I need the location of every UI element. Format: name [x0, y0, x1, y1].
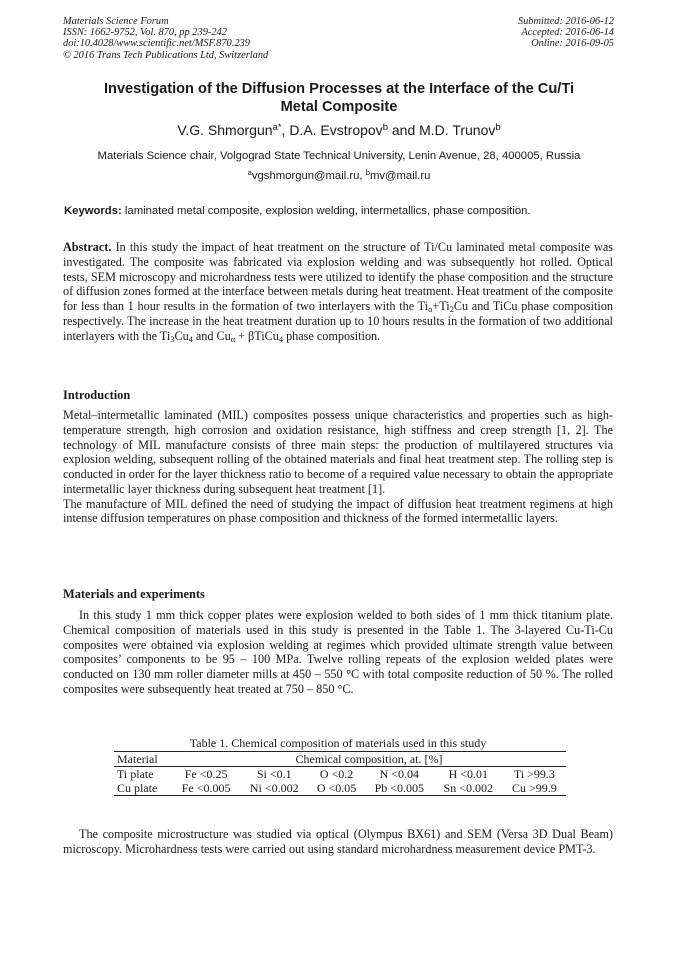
table-cell: H <0.01: [448, 767, 488, 781]
subscript: α: [230, 334, 236, 344]
table-header-material: Material: [114, 752, 172, 767]
copyright: © 2016 Trans Tech Publications Ltd, Switzerland: [63, 49, 269, 61]
email-link[interactable]: vgshmorgun@mail.ru: [251, 170, 360, 182]
author-separator: ,: [281, 122, 290, 138]
doi: doi:10.4028/www.scientific.net/MSF.870.239: [63, 38, 250, 50]
table-row: [114, 781, 566, 796]
author-affiliation-mark: b: [495, 121, 501, 133]
table-cell: Fe <0.005: [181, 781, 231, 795]
table-cell: Si <0.1: [256, 767, 292, 781]
table-header-row: [114, 752, 566, 767]
paper-title: [40, 80, 638, 116]
abstract-text: and Cu: [192, 328, 231, 343]
abstract-text: + βTiCu: [235, 328, 279, 343]
keywords-label: Keywords:: [64, 205, 122, 217]
subscript: 2: [449, 305, 454, 315]
publication-dates: [518, 16, 614, 50]
table-cell: Cu >99.9: [511, 781, 557, 795]
author-name: V.G. Shmorgun: [177, 122, 273, 138]
title-line-1: Investigation of the Diffusion Processes at the Interface of the Cu/Ti: [103, 81, 575, 97]
keywords: [64, 205, 624, 217]
table-cell: Pb <0.005: [374, 781, 425, 795]
microstructure-body: [63, 827, 613, 857]
issn: ISSN: 1662-9752, Vol. 870, pp 239-242: [63, 27, 227, 39]
keywords-text: laminated metal composite, explosion welding, intermetallics, phase composition.: [121, 205, 531, 217]
abstract: [63, 240, 613, 343]
paragraph: The manufacture of MIL defined the need of studying the impact of diffusion heat treatment regimens at high intense diffusion temperatures on phase composition and thickness of the formed intermetallic layers.: [63, 496, 613, 526]
affiliation: Materials Science chair, Volgograd State Technical University, Lenin Avenue, 28, 400005, Russia: [97, 150, 581, 162]
email-mark: a: [247, 167, 252, 177]
composition-table: [114, 751, 566, 796]
table-cell: Cu plate: [117, 781, 158, 795]
table-header-composition: Chemical composition, at. [%]: [172, 752, 566, 767]
subscript: 3: [170, 334, 175, 344]
table-row: [114, 767, 566, 782]
abstract-text: In this study the impact of heat treatment on the structure of Ti/Cu laminated metal composite was investigated. The composite was fabricated via explosion welding and was subsequently hot rolled. Optical tests, SEM microscopy and microhardness tests were utilized to identify the phase composition and the structure of diffusion zones formed at the interface between metals during heat treatment. Heat treatment of the composite for less than 1 hour results in the formation of two interlayers with the Ti: [63, 240, 613, 313]
author-emails: [40, 167, 638, 182]
table-cell: O <0.2: [319, 767, 354, 781]
accepted-date: Accepted: 2016-06-14: [521, 27, 614, 39]
table-cell: N <0.04: [379, 767, 420, 781]
abstract-text: Cu: [174, 328, 189, 343]
author-affiliation-mark: a*: [272, 121, 282, 133]
title-line-2: Metal Composite: [280, 99, 398, 115]
abstract-text: Cu and TiCu phase composition respectively. The increase in the heat treatment duration up to 10 hours results in the formation of two additional interlayers with the Ti: [63, 299, 614, 343]
paragraph: Metal–intermetallic laminated (MIL) composites possess unique characteristics and properties such as high-temperature strength, high corrosion and oxidation resistance, high stiffness and creep strength [1, 2]. The technology of MIL manufacture consists of three main steps: the production of multilayered structures via explosion welding, subsequent rolling of the obtained materials and final heat treatment step. The rolling step is conducted in order for the layer thickness ratio to become of a required value necessary to obtain the appropriate intermetallic layer thickness during subsequent heat treatment [1].: [63, 408, 613, 496]
abstract-text: phase composition.: [283, 328, 381, 343]
table-cell: O <0.05: [316, 781, 357, 795]
table-cell: Ti >99.3: [513, 767, 555, 781]
journal-info: [63, 16, 268, 61]
materials-body: [63, 608, 613, 697]
abstract-label: Abstract.: [63, 240, 112, 254]
table-cell: Sn <0.002: [443, 781, 493, 795]
section-heading-introduction: Introduction: [63, 388, 131, 402]
table-cell: Fe <0.25: [184, 767, 228, 781]
email-separator: ,: [359, 170, 366, 182]
table-cell: Ni <0.002: [249, 781, 299, 795]
section-heading-materials: Materials and experiments: [63, 587, 205, 601]
abstract-text: +Ti: [432, 299, 450, 313]
author-affiliation-mark: b: [382, 121, 388, 133]
submitted-date: Submitted: 2016-06-12: [517, 16, 614, 27]
online-date: Online: 2016-09-05: [531, 38, 614, 50]
subscript: α: [428, 305, 433, 315]
table-caption: Table 1. Chemical composition of materials used in this study: [189, 736, 487, 750]
journal-name: Materials Science Forum: [63, 16, 169, 27]
subscript: 4: [188, 334, 193, 344]
author-separator: and: [387, 122, 420, 138]
subscript: 4: [278, 334, 284, 344]
introduction-body: [63, 408, 613, 526]
author-list: [40, 122, 638, 138]
email-mark: b: [365, 167, 370, 177]
email-link[interactable]: mv@mail.ru: [369, 170, 431, 182]
author-name: D.A. Evstropov: [289, 122, 383, 138]
paragraph: The composite microstructure was studied via optical (Olympus BX61) and SEM (Versa 3D Dual Beam) microscopy. Microhardness tests were carried out using standard microhardness measurement device PMT-3.: [63, 827, 613, 856]
author-name: M.D. Trunov: [419, 122, 496, 138]
paragraph: In this study 1 mm thick copper plates were explosion welded to both sides of 1 mm thick titanium plate. Chemical composition of materials used in this study is presented in the Table 1. The 3-layered Cu-Ti-Cu composites were obtained via explosion welding at regimes which provided ultimate strength value between composites’ components to be 95 – 100 MPa. Twelve rolling repeats of the explosion welded plates were conducted on 130 mm roller diameter mills at 450 – 550 °C with total composite reduction of 50 %. The rolled composites were subsequently heat treated at 750 – 850 °C.: [63, 608, 613, 696]
table-cell: Ti plate: [117, 767, 154, 781]
